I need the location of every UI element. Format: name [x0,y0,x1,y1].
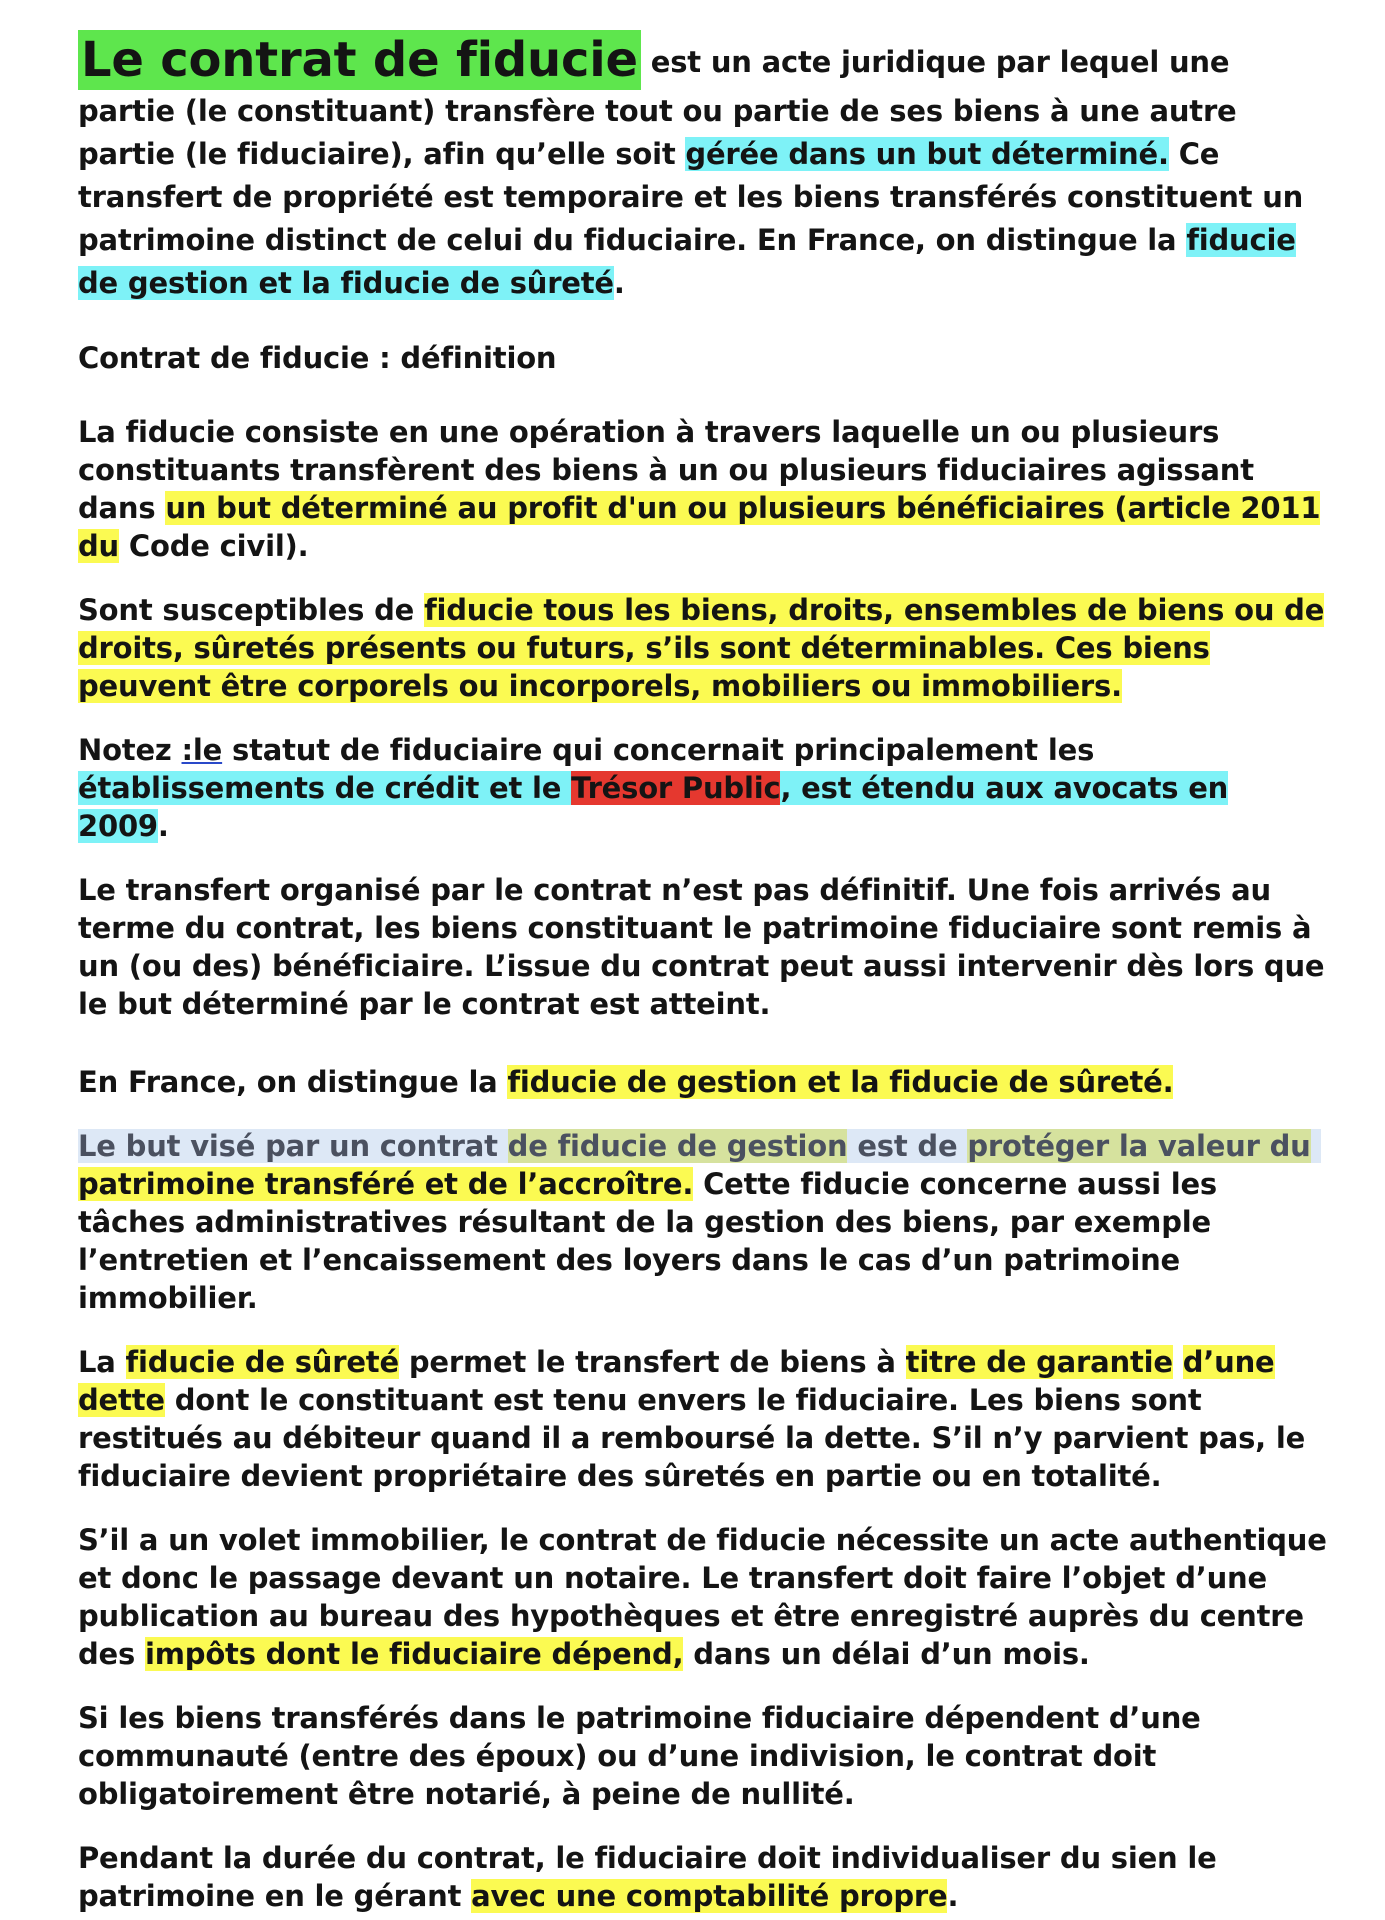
assets-highlight: fiducie tous les biens, droits, ensembles de biens ou de droits, sûretés présents ou futurs, s’ils sont déterminables. Ces biens peuvent être corporels ou incorporels, mobiliers ou immobiliers. [78,593,1325,703]
security-paragraph [78,1343,1328,1495]
intro-highlight-1: gérée dans un but déterminé. [685,137,1169,171]
intro-paragraph [78,30,1328,305]
assets-paragraph [78,591,1328,705]
note-highlight-red: Trésor Public [571,771,781,805]
real-estate-paragraph [78,1521,1328,1673]
note-link[interactable]: :le [181,733,223,767]
transfer-paragraph: Le transfert organisé par le contrat n’est pas définitif. Une fois arrivés au terme du contrat, les biens constituant le patrimoine fiduciaire sont remis à un (ou des) bénéficiaire. L’issue du contrat peut aussi intervenir dès lors que le but déterminé par le contrat est atteint. [78,873,1325,1021]
management-text: Cette fiducie concerne aussi les tâches administratives résultant de la gestion des biens, par exemple l’entretien et l’encaissement des loyers dans le cas d’un patrimoine immobilier. [78,1167,1217,1315]
management-selection-3: est de [847,1129,968,1163]
management-highlight: patrimoine transféré et de l’accroître. [78,1167,694,1201]
community-paragraph: Si les biens transférés dans le patrimoine fiduciaire dépendent d’une communauté (entre des époux) ou d’une indivision, le contrat doit obligatoirement être notarié, à peine de nullité. [78,1701,1201,1811]
security-highlight-3: d’une dette [78,1345,1275,1417]
intro-text-1: est un acte juridique par lequel une partie (le constituant) transfère tout ou partie de ses biens à une autre partie (le fiduciaire), afin qu’elle soit [78,45,1237,171]
distinction-highlight: fiducie de gestion et la fiducie de sûreté. [507,1065,1174,1099]
distinction-paragraph [78,1063,1328,1101]
distinction-text: En France, on distingue la [78,1065,508,1099]
security-text-3 [1173,1345,1183,1379]
management-selection-2: de fiducie de gestion [507,1129,848,1163]
management-selection-1: Le but visé par un contrat [78,1129,508,1163]
real-estate-text-1: S’il a un volet immobilier, le contrat de fiducie nécessite un acte authentique et donc le passage devant un notaire. Le transfert doit faire l’objet d’une publication au bureau des hypothèques et être enregistré auprès du centre des [78,1523,1327,1671]
note-paragraph [78,731,1328,845]
document-title: Le contrat de fiducie [78,30,641,90]
document-body [78,30,1328,1915]
real-estate-text-2: dans un délai d’un mois. [683,1637,1090,1671]
management-selection-gap [1311,1129,1321,1163]
note-highlight-2: , est étendu aux avocats en 2009 [78,771,1229,843]
management-selection-4: protéger la valeur du [967,1129,1311,1163]
security-highlight-2: titre de garantie [905,1345,1173,1379]
intro-text-2: Ce transfert de propriété est temporaire et les biens transférés constituent un patrimoine distinct de celui du fiduciaire. En France, on distingue la [78,137,1304,257]
intro-text-3: . [613,266,625,300]
definition-highlight: un but déterminé au profit d'un ou plusieurs bénéficiaires (article 2011 du [78,491,1321,563]
assets-text: Sont susceptibles de [78,593,425,627]
accounting-highlight: avec une comptabilité propre [471,1879,948,1913]
accounting-text-2: . [947,1879,959,1913]
real-estate-highlight: impôts dont le fiduciaire dépend, [145,1637,684,1671]
note-highlight-1: établissements de crédit et le [78,771,572,805]
definition-text-1: La fiducie consiste en une opération à travers laquelle un ou plusieurs constituants transfèrent des biens à un ou plusieurs fiduciaires agissant dans [78,415,1254,525]
note-text-3: . [157,809,169,843]
accounting-paragraph [78,1839,1328,1915]
section-heading: Contrat de fiducie : définition [78,341,557,375]
accounting-text-1: Pendant la durée du contrat, le fiduciaire doit individualiser du sien le patrimoine en le gérant [78,1841,1217,1913]
note-text-1: Notez [78,733,182,767]
management-paragraph [78,1127,1328,1317]
definition-text-2: Code civil). [119,529,309,563]
security-text-4: dont le constituant est tenu envers le fiduciaire. Les biens sont restitués au débiteur quand il a remboursé la dette. S’il n’y parvient pas, le fiduciaire devient propriétaire des sûretés en partie ou en totalité. [78,1383,1306,1493]
note-text-2: statut de fiduciaire qui concernait principalement les [222,733,1095,767]
definition-paragraph [78,413,1328,565]
security-text-1: La [78,1345,126,1379]
security-text-2: permet le transfert de biens à [398,1345,906,1379]
security-highlight-1: fiducie de sûreté [125,1345,399,1379]
intro-highlight-2: fiducie de gestion et la fiducie de sûreté [78,223,1296,300]
